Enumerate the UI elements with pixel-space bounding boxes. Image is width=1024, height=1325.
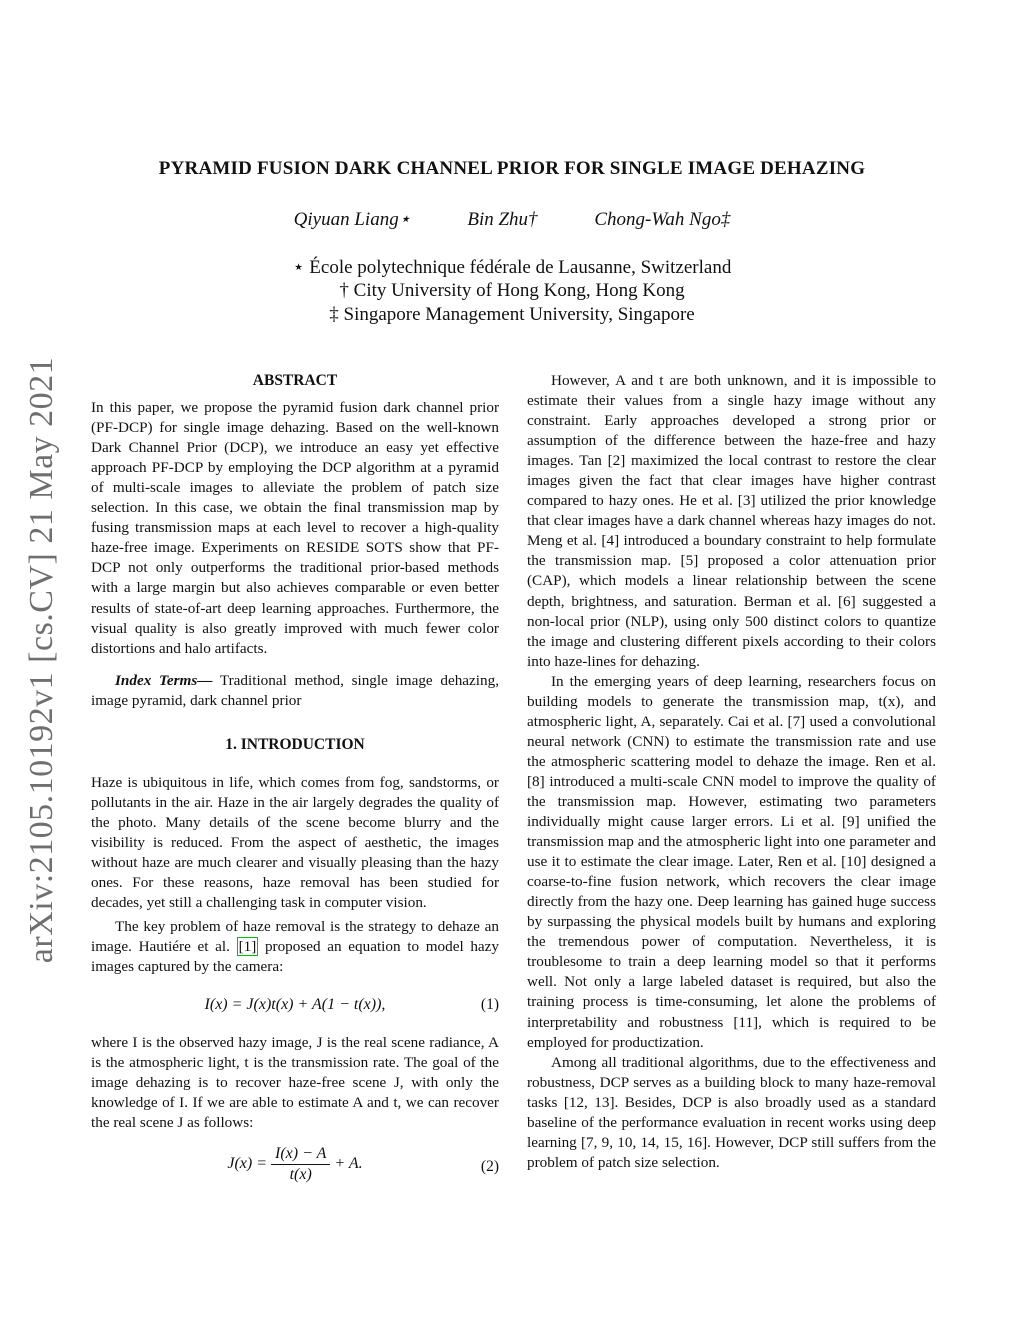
section-heading-introduction: 1. INTRODUCTION xyxy=(225,735,365,753)
index-terms-label: Index Terms— xyxy=(115,671,213,689)
abstract-heading: ABSTRACT xyxy=(252,372,338,389)
equation-number: (2) xyxy=(480,1157,499,1175)
equation-2-numerator: I(x) − A xyxy=(271,1144,330,1165)
intro-paragraph: where I is the observed hazy image, J is the real scene radiance, A is the atmospheric light, t is the transmission rate. The goal of the image dehazing is to recover haze-free scene J, with only the knowledge of I. If we are able to estimate A and t, we can recover the real scene J as follows: xyxy=(91,1034,499,1132)
affiliation: ⋆ École polytechnique fédérale de Lausanne, Switzerland xyxy=(292,257,732,278)
equation-1-body: I(x) = J(x)t(x) + A(1 − t(x)), xyxy=(204,996,386,1014)
paper-title: PYRAMID FUSION DARK CHANNEL PRIOR FOR SINGLE IMAGE DEHAZING xyxy=(158,158,866,179)
index-terms-text: Traditional method, single image dehazing, image pyramid, dark channel prior xyxy=(91,671,499,709)
equation-2-body xyxy=(91,1144,499,1185)
equation-2-fraction xyxy=(271,1144,330,1185)
intro-text: proposed an equation to model hazy images captured by the camera: xyxy=(91,938,499,976)
body-paragraph: However, A and t are both unknown, and it is impossible to estimate their values from a single hazy image without any constraint. Early approaches developed a strong prior or assumption of the difference between the haze-free and hazy images. Tan [2] maximized the local contrast to restore the clear images given the fact that clear images have higher contrast compared to hazy ones. He et al. [3] utilized the prior knowledge that clear images have a dark channel whereas hazy images do not. Meng et al. [4] introduced a boundary constraint to help formulate the transmission map. [5] proposed a color attenuation prior (CAP), which models a linear relationship between the scene depth, brightness, and saturation. Berman et al. [6] suggested a non-local prior (NLP), using only 500 distinct colors to quantize the image and clustering different pixels according to their colors into haze-lines for dehazing. xyxy=(527,372,936,670)
affiliation: ‡ Singapore Management University, Singapore xyxy=(329,304,695,325)
equation-1 xyxy=(91,991,499,1021)
intro-paragraph xyxy=(91,917,499,977)
affiliation: † City University of Hong Kong, Hong Kong xyxy=(339,280,685,301)
arxiv-sidebar xyxy=(14,350,70,970)
equation-2 xyxy=(91,1144,499,1190)
author-list xyxy=(0,208,1024,231)
equation-2-lhs: J(x) = xyxy=(227,1154,267,1172)
intro-text: The key problem of haze removal is the strategy to dehaze an image. Hautiére et al. xyxy=(91,918,499,956)
author-name: Bin Zhu† xyxy=(467,209,538,230)
arxiv-identifier: arXiv:2105.10192v1 [cs.CV] 21 May 2021 xyxy=(23,356,60,964)
author-name: Chong-Wah Ngo‡ xyxy=(594,209,731,230)
equation-2-rhs: + A. xyxy=(334,1154,363,1172)
citation-link[interactable]: [1] xyxy=(238,938,257,956)
index-terms xyxy=(91,671,499,711)
author-name: Qiyuan Liang⋆ xyxy=(293,209,411,230)
equation-2-denominator: t(x) xyxy=(289,1165,312,1183)
equation-number: (1) xyxy=(480,996,499,1014)
abstract-text: In this paper, we propose the pyramid fusion dark channel prior (PF-DCP) for single image dehazing. Based on the well-known Dark Channel Prior (DCP), we introduce an easy yet effective approach PF-DCP by employing the DCP algorithm at a pyramid of multi-scale images to alleviate the problem of patch size selection. In this case, we obtain the final transmission map by fusing transmission maps at each level to recover a high-quality haze-free image. Experiments on RESIDE SOTS show that PF-DCP not only outperforms the traditional prior-based methods with a large margin but also achieves comparable or even better results of state-of-art deep learning approaches. Furthermore, the visual quality is also greatly improved with much fewer color distortions and halo artifacts. xyxy=(91,399,499,657)
left-column xyxy=(91,371,499,1190)
intro-paragraph: Haze is ubiquitous in life, which comes from fog, sandstorms, or pollutants in the air. Haze in the air largely degrades the quality of the photo. Many details of the scene become blurry and the visibility is reduced. From the aspect of aesthetic, the images without haze are much clearer and visually pleasing than the hazy ones. For these reasons, haze removal has been studied for decades, yet still a challenging task in computer vision. xyxy=(91,773,499,912)
body-paragraph: In the emerging years of deep learning, researchers focus on building models to generate the transmission map, t(x), and atmospheric light, A, separately. Cai et al. [7] used a convolutional neural network (CNN) to estimate the transmission rate and use the atmospheric scattering model to dehaze the image. Ren et al. [8] introduced a multi-scale CNN model to improve the quality of the transmission map. However, estimating two parameters individually might cause larger errors. Li et al. [9] unified the transmission map and the atmospheric light into one parameter and use it to estimate the clear image. Later, Ren et al. [10] designed a coarse-to-fine fusion network, which recovers the clear image directly from the hazy one. Deep learning has gained huge success by surpassing the physical models built by humans and exploring the tremendous power of computation. Nevertheless, it is troublesome to train a deep learning model so that it performs well. Not only a large labeled dataset is required, but also the training process is time-consuming, let alone the problems of interpretability and robustness [11], which is required to be employed for productization. xyxy=(527,672,936,1051)
right-column xyxy=(527,371,936,1173)
body-paragraph: Among all traditional algorithms, due to the effectiveness and robustness, DCP serves as a building block to many haze-removal tasks [12, 13]. Besides, DCP is also broadly used as a standard baseline of the performance evaluation in recent works using deep learning [7, 9, 10, 14, 15, 16]. However, DCP still suffers from the problem of patch size selection. xyxy=(527,1053,936,1171)
